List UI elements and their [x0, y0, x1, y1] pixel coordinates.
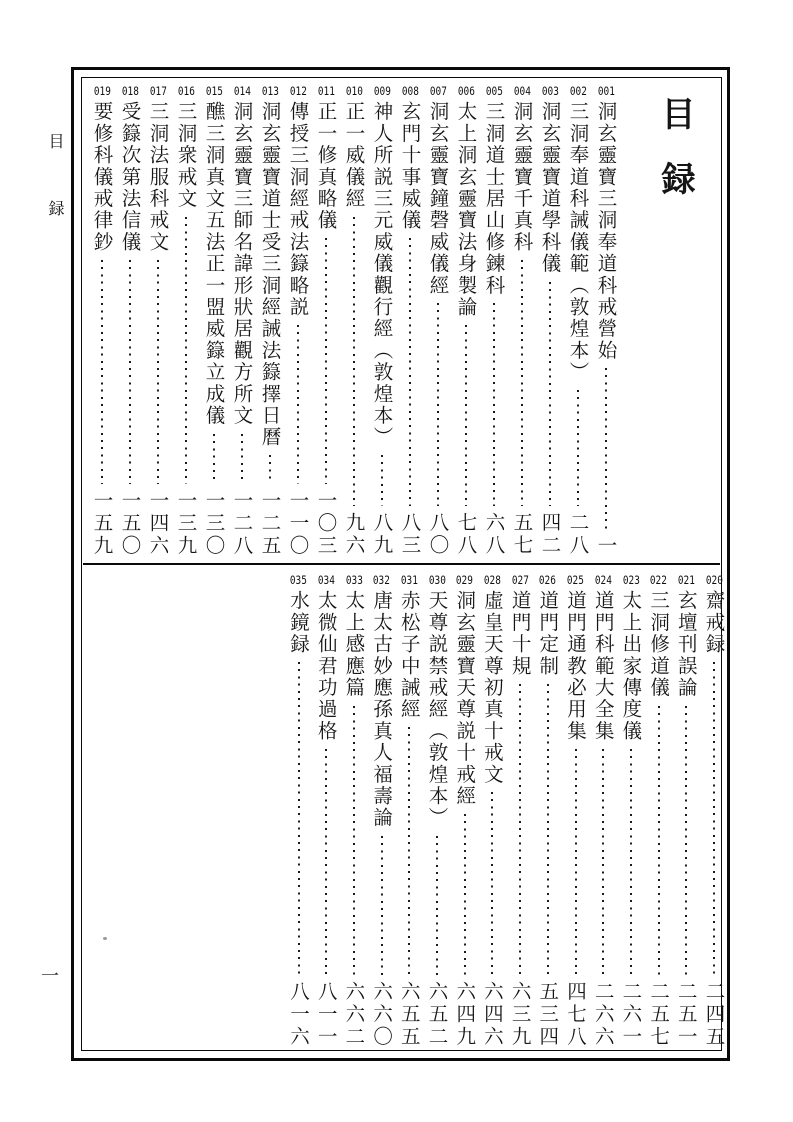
entry-page-number: 五三四: [536, 980, 560, 1048]
dot-leader: [408, 727, 410, 974]
entry-page-number: 二八: [566, 512, 590, 557]
toc-entry: [368, 574, 396, 1048]
entry-body: [424, 590, 451, 1048]
dot-leader: [602, 749, 604, 975]
entry-body: [537, 101, 564, 557]
entry-page-number: 六六〇: [370, 980, 394, 1048]
entry-page-number: 六八: [482, 512, 506, 557]
toc-entry: [508, 85, 536, 557]
entry-page-number: 六四九: [453, 980, 477, 1048]
entry-page-number: 五七: [510, 512, 534, 557]
entry-body: [341, 101, 368, 557]
margin-running-title: 目録: [46, 133, 65, 267]
dot-leader: [605, 368, 607, 528]
entry-number: 019: [93, 84, 111, 98]
entry-title: 洞玄靈寶天尊説十戒經: [453, 590, 477, 807]
entry-page-number: 二六一: [619, 980, 643, 1048]
entry-title: 天尊説禁戒經（敦煌本）: [425, 590, 449, 829]
entry-body: [313, 590, 340, 1048]
entry-number: 034: [317, 573, 335, 587]
toc-entry: [536, 85, 564, 557]
toc-entry: [312, 574, 340, 1048]
entry-body: [509, 101, 536, 557]
dot-leader: [519, 684, 521, 975]
entry-title: 水鏡録: [287, 590, 310, 656]
entry-page-number: 二六六: [591, 980, 615, 1048]
entry-number: 014: [233, 84, 251, 98]
entry-title: 神人所説三元威儀觀行經（敦煌本）: [370, 101, 394, 449]
entry-title: 正一修真略儀: [314, 101, 338, 232]
entry-title: 齋戒録: [702, 590, 726, 656]
entry-title: 唐太古妙應孫真人福壽論: [370, 590, 394, 829]
entry-title: 道門定制: [536, 590, 560, 677]
toc-entry: [200, 85, 228, 557]
entry-number: 003: [541, 84, 559, 98]
dot-leader: [185, 217, 187, 484]
entry-number: 016: [177, 84, 195, 98]
entry-title: 太上感應篇: [342, 590, 366, 699]
entry-page-number: 七八: [454, 512, 478, 557]
dot-leader: [464, 814, 466, 975]
entry-title: 太上出家傳度儀: [619, 590, 643, 742]
toc-entry: [116, 85, 144, 557]
dot-leader: [521, 260, 523, 506]
entry-page-number: 八〇: [426, 512, 450, 557]
toc-entry: [645, 574, 673, 1048]
entry-title: 三洞奉道科誡儀範（敦煌本）: [566, 101, 590, 384]
entry-title: 洞玄靈寶三師名諱形狀居觀方所文: [230, 101, 254, 427]
entry-number: 004: [513, 84, 531, 98]
entry-page-number: 二五七: [647, 980, 671, 1048]
entry-title: 道門十規: [508, 590, 532, 677]
toc-entry: [617, 574, 645, 1048]
page-title: 目録: [655, 96, 695, 226]
dot-leader: [409, 238, 411, 506]
entry-page-number: 八一一: [314, 980, 338, 1048]
entry-title: 醮三洞真文五法正一盟威籙立成儀: [202, 101, 226, 427]
entry-title: 赤松子中誡經: [397, 590, 421, 721]
entry-number: 009: [373, 84, 391, 98]
entry-title: 洞玄靈寶道士受三洞經誡法籙擇日曆: [258, 101, 282, 449]
entry-page-number: 一二八: [230, 489, 254, 557]
dot-leader: [713, 662, 715, 974]
entry-body: [479, 590, 506, 1048]
dot-leader: [101, 260, 103, 484]
toc-entry: [700, 574, 728, 1048]
entry-body: [145, 101, 172, 557]
entry-title: 太微仙君功過格: [314, 590, 338, 742]
entry-page-number: 四二: [538, 512, 562, 557]
margin-folio-number: 一: [41, 966, 59, 987]
dot-leader: [213, 434, 215, 484]
entry-title: 道門科範大全集: [591, 590, 615, 742]
entry-title: 要修科儀戒律鈔: [90, 101, 114, 253]
dot-leader: [297, 325, 299, 484]
dot-leader: [381, 836, 383, 975]
dot-leader: [465, 325, 467, 506]
entry-page-number: 九六: [342, 512, 366, 557]
entry-number: 029: [456, 573, 474, 587]
entry-page-number: 八一六: [287, 980, 310, 1048]
entry-title: 玄門十事威儀: [398, 101, 422, 232]
entry-number: 033: [345, 573, 363, 587]
entry-body: [562, 590, 589, 1048]
entry-body: [173, 101, 200, 557]
entry-number: 015: [205, 84, 223, 98]
entry-number: 013: [261, 84, 279, 98]
entry-title: 三洞修道儀: [647, 590, 671, 699]
toc-entry: [592, 85, 620, 557]
entry-number: 024: [594, 573, 612, 587]
entry-number: 002: [569, 84, 587, 98]
entry-page-number: 八三: [398, 512, 422, 557]
entry-number: 032: [373, 573, 391, 587]
entry-body: [369, 101, 396, 557]
dot-leader: [241, 434, 243, 484]
entry-page-number: 一三九: [174, 489, 198, 557]
toc-entry: [340, 574, 368, 1048]
dot-leader: [353, 706, 355, 975]
entry-body: [534, 590, 561, 1048]
entry-number: 020: [705, 573, 723, 587]
dot-leader: [547, 684, 549, 975]
entry-body: [593, 101, 620, 557]
entry-number: 031: [400, 573, 418, 587]
entry-title: 受籙次第法信儀: [118, 101, 142, 253]
toc-entry: [589, 574, 617, 1048]
entry-page-number: 一二五: [258, 489, 282, 557]
entry-title: 三洞道士居山修鍊科: [482, 101, 506, 297]
dot-leader: [269, 455, 271, 483]
toc-entry: [284, 85, 312, 557]
entry-number: 021: [677, 573, 695, 587]
entry-title: 傳授三洞經戒法籙略説: [286, 101, 310, 318]
entry-body: [340, 590, 367, 1048]
dot-leader: [353, 217, 355, 507]
entry-number: 030: [428, 573, 446, 587]
entry-body: [565, 101, 592, 557]
entry-page-number: 一五九: [90, 489, 114, 557]
toc-entry: [478, 574, 506, 1048]
entry-body: [507, 590, 534, 1048]
toc-entry: [452, 85, 480, 557]
entry-number: 018: [121, 84, 139, 98]
dot-leader: [325, 238, 327, 483]
entry-page-number: 八九: [370, 512, 394, 557]
entry-page-number: 六三九: [508, 980, 532, 1048]
entry-title: 三洞衆戒文: [174, 101, 198, 210]
toc-entry: [423, 574, 451, 1048]
entry-page-number: 一一〇: [286, 489, 310, 557]
entry-page-number: 四七八: [564, 980, 587, 1048]
toc-entry: [672, 574, 700, 1048]
entry-body: [257, 101, 284, 557]
entry-title: 玄壇刊誤論: [674, 590, 698, 699]
entry-page-number: 二五一: [674, 980, 698, 1048]
toc-entry: [312, 85, 340, 557]
toc-entry: [368, 85, 396, 557]
entry-body: [285, 101, 312, 557]
entry-number: 017: [149, 84, 167, 98]
entry-page-number: 一: [594, 534, 618, 557]
entry-number: 035: [289, 573, 308, 587]
toc-entry: [340, 85, 368, 557]
entry-page-number: 六四六: [480, 980, 504, 1048]
entry-body: [313, 101, 340, 557]
toc-entry: [88, 85, 116, 557]
entry-number: 023: [622, 573, 640, 587]
entry-body: [201, 101, 228, 557]
entry-body: [701, 590, 728, 1048]
entry-number: 006: [457, 84, 475, 98]
entry-page-number: 一〇三: [314, 489, 338, 557]
entry-body: [89, 101, 116, 557]
toc-entry: [256, 85, 284, 557]
entry-title: 洞玄靈寶鐘磬威儀經: [426, 101, 450, 297]
entry-body: [481, 101, 508, 557]
section-divider-rule: [83, 563, 720, 565]
dot-leader: [436, 836, 438, 975]
toc-entry: [144, 85, 172, 557]
toc-entry: [424, 85, 452, 557]
entry-body: [617, 590, 644, 1048]
entry-body: [673, 590, 700, 1048]
dot-leader: [685, 706, 687, 975]
entry-number: 007: [429, 84, 447, 98]
entry-page-number: 一三〇: [202, 489, 226, 557]
entry-page-number: 二四五: [702, 980, 726, 1048]
toc-entry: [506, 574, 534, 1048]
entry-title: 三洞法服科戒文: [146, 101, 170, 253]
entry-number: 027: [511, 573, 529, 587]
toc-entry: [451, 574, 479, 1048]
dot-leader: [437, 303, 439, 506]
dot-leader: [577, 390, 579, 506]
entry-title: 洞玄靈寶千真科: [510, 101, 534, 253]
entry-title: 洞玄靈寶三洞奉道科戒營始: [594, 101, 618, 362]
dot-leader: [325, 749, 327, 975]
entry-number: 022: [650, 573, 668, 587]
entry-number: 001: [597, 84, 615, 98]
toc-entry: [396, 85, 424, 557]
dot-leader: [493, 303, 495, 506]
entry-number: 028: [483, 573, 501, 587]
toc-entry: [228, 85, 256, 557]
toc-entry: [395, 574, 423, 1048]
dot-leader: [157, 260, 159, 484]
entry-body: [453, 101, 480, 557]
entry-body: [425, 101, 452, 557]
entry-number: 025: [566, 573, 585, 587]
toc-entry: [562, 574, 590, 1048]
dot-leader: [658, 706, 660, 975]
toc-entry: [534, 574, 562, 1048]
entry-title: 洞玄靈寶道學科儀: [538, 101, 562, 275]
entry-body: [396, 590, 423, 1048]
entry-title: 虛皇天尊初真十戒文: [480, 590, 504, 786]
dot-leader: [575, 749, 577, 975]
entry-body: [590, 590, 617, 1048]
entry-page-number: 六六二: [342, 980, 366, 1048]
entry-title: 太上洞玄靈寶法身製論: [454, 101, 478, 318]
toc-entry: [285, 574, 313, 1048]
dot-leader: [491, 792, 493, 974]
toc-entry: [480, 85, 508, 557]
entry-body: [368, 590, 395, 1048]
entry-number: 005: [485, 84, 503, 98]
entry-page-number: 六五五: [397, 980, 421, 1048]
entry-body: [229, 101, 256, 557]
entry-number: 008: [401, 84, 419, 98]
dot-leader: [381, 455, 383, 506]
entry-body: [285, 590, 312, 1048]
toc-entry: [172, 85, 200, 557]
entry-page-number: 一五〇: [118, 489, 142, 557]
dot-leader: [630, 749, 632, 975]
entry-number: 011: [317, 84, 335, 98]
entry-title: 正一威儀經: [342, 101, 366, 210]
entry-page-number: 一四六: [146, 489, 170, 557]
dot-leader: [298, 662, 300, 974]
entry-body: [451, 590, 478, 1048]
toc-entry: [564, 85, 592, 557]
entry-page-number: 六五二: [425, 980, 449, 1048]
entry-number: 010: [345, 84, 363, 98]
entry-number: 026: [539, 573, 557, 587]
entry-title: 道門通教必用集: [564, 590, 587, 742]
entry-body: [117, 101, 144, 557]
dot-leader: [129, 260, 131, 484]
entry-body: [645, 590, 672, 1048]
dot-leader: [549, 282, 551, 506]
entry-body: [397, 101, 424, 557]
entry-number: 012: [289, 84, 307, 98]
